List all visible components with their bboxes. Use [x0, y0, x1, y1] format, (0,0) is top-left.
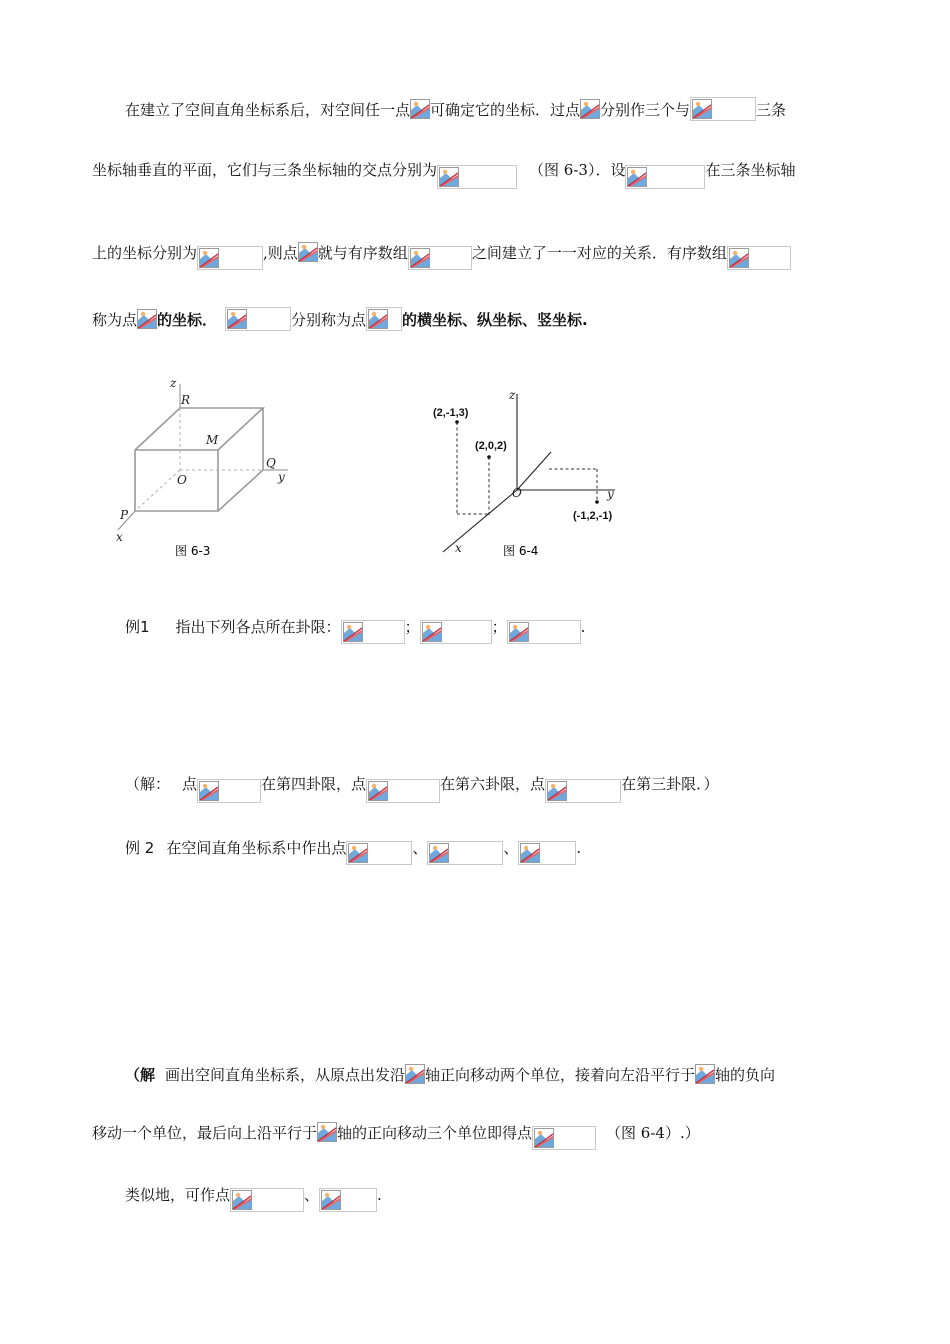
formula-image-icon	[429, 843, 449, 863]
text: 分别称为点	[291, 311, 367, 329]
label-Q: Q	[266, 456, 276, 470]
formula-placeholder	[518, 841, 576, 865]
formula-image-icon	[422, 622, 442, 642]
figure-6-4	[425, 380, 645, 565]
formula-placeholder	[366, 307, 402, 331]
formula-placeholder	[427, 841, 503, 865]
formula-image-icon	[232, 1190, 252, 1210]
formula-image-icon	[695, 1064, 715, 1084]
text: 移动一个单位，最后向上沿平行于	[92, 1124, 318, 1142]
text: 分别作三个与	[600, 101, 691, 119]
text: 在第三卦限．）	[621, 775, 719, 793]
formula-image-icon	[520, 843, 540, 863]
text: 就与有序数组	[317, 244, 408, 262]
formula-placeholder	[625, 165, 705, 189]
formula-placeholder	[319, 1188, 377, 1212]
para1-line1	[125, 97, 786, 123]
text: 坐标轴垂直的平面，它们与三条坐标轴的交点分别为	[92, 161, 438, 179]
text: 称为点	[92, 311, 138, 329]
formula-image-icon	[343, 622, 363, 642]
formula-image-icon	[137, 309, 157, 329]
example1-line	[125, 614, 585, 644]
separator: 、	[503, 839, 519, 857]
text: .	[580, 618, 586, 636]
solution2-line1	[125, 1062, 775, 1088]
text: 的坐标．	[157, 311, 218, 329]
axis-label-y: y	[607, 487, 614, 501]
label-R: R	[181, 393, 191, 407]
formula-placeholder	[341, 620, 405, 644]
text: 可确定它的坐标．过点	[430, 101, 581, 119]
formula-placeholder	[690, 97, 756, 121]
formula-placeholder	[532, 1126, 596, 1150]
solution2-line3	[125, 1182, 382, 1212]
separator: 、	[304, 1186, 320, 1204]
text: 之间建立了一一对应的关系．有序数组	[471, 244, 727, 262]
formula-placeholder	[545, 779, 621, 803]
formula-image-icon	[509, 622, 529, 642]
formula-image-icon	[410, 99, 430, 119]
separator: 、	[412, 839, 428, 857]
text: 三条	[756, 101, 787, 119]
label-O: O	[512, 486, 522, 500]
axis-label-x: x	[455, 541, 462, 555]
solution2-line2	[92, 1120, 700, 1150]
formula-image-icon	[199, 248, 219, 268]
formula-image-icon	[298, 242, 318, 262]
text: 类似地，可作点	[125, 1186, 231, 1204]
point-label: (-1,2,-1)	[573, 510, 613, 522]
example-label: 例 2	[125, 839, 155, 857]
formula-placeholder	[346, 841, 412, 865]
example-label: 例1	[125, 618, 150, 636]
para1-line2	[92, 157, 795, 189]
formula-image-icon	[729, 248, 749, 268]
figure-caption: 图 6-4	[503, 544, 539, 558]
formula-image-icon	[405, 1064, 425, 1084]
formula-image-icon	[439, 167, 459, 187]
para1-line4	[92, 307, 588, 333]
formula-image-icon	[321, 1190, 341, 1210]
text: 上的坐标分别为	[92, 244, 198, 262]
separator: ；	[491, 618, 507, 636]
text: 在空间直角坐标系中作出点	[166, 839, 347, 857]
text: （解	[125, 1066, 156, 1084]
text: 指出下列各点所在卦限：	[175, 618, 341, 636]
text: .	[377, 1186, 382, 1204]
example2-line	[125, 835, 581, 865]
text: ,则点	[263, 244, 298, 262]
text: 的横坐标、纵坐标、竖坐标.	[402, 311, 588, 329]
formula-image-icon	[534, 1128, 554, 1148]
formula-image-icon	[410, 248, 430, 268]
formula-placeholder	[230, 1188, 304, 1212]
label-O: O	[177, 473, 187, 487]
formula-image-icon	[627, 167, 647, 187]
formula-placeholder	[197, 779, 261, 803]
formula-placeholder	[225, 307, 291, 331]
formula-placeholder	[420, 620, 492, 644]
formula-image-icon	[580, 99, 600, 119]
text: 在三条坐标轴	[705, 161, 796, 179]
formula-image-icon	[547, 781, 567, 801]
formula-image-icon	[368, 309, 388, 329]
formula-placeholder	[366, 779, 440, 803]
text: 轴的负向	[715, 1066, 776, 1084]
label-M: M	[206, 433, 219, 447]
formula-placeholder	[408, 246, 472, 270]
axis-label-z: z	[170, 376, 177, 390]
text: 在第四卦限，点	[261, 775, 367, 793]
formula-image-icon	[692, 99, 712, 119]
text: （解：	[125, 775, 171, 793]
formula-placeholder	[437, 165, 517, 189]
para1-line3	[92, 240, 791, 270]
text: 轴的正向移动三个单位即得点	[337, 1124, 533, 1142]
separator: ；	[404, 618, 420, 636]
formula-image-icon	[227, 309, 247, 329]
label-P: P	[120, 508, 129, 522]
figure-caption: 图 6-3	[175, 544, 211, 558]
formula-image-icon	[317, 1122, 337, 1142]
point-label: (2,-1,3)	[433, 407, 469, 419]
formula-placeholder	[197, 246, 263, 270]
formula-image-icon	[199, 781, 219, 801]
axis-label-y: y	[278, 470, 285, 484]
formula-image-icon	[368, 781, 388, 801]
text: 画出空间直角坐标系，从原点出发沿	[165, 1066, 406, 1084]
figure-6-3	[110, 370, 300, 585]
formula-placeholder	[727, 246, 791, 270]
text: 在第六卦限，点	[440, 775, 546, 793]
text: 在建立了空间直角坐标系后，对空间任一点	[125, 101, 411, 119]
formula-image-icon	[348, 843, 368, 863]
formula-placeholder	[507, 620, 581, 644]
text: 点	[182, 775, 198, 793]
solution1-line	[125, 771, 719, 803]
axis-label-z: z	[509, 388, 516, 402]
point-label: (2,0,2)	[475, 440, 507, 452]
text: 轴正向移动两个单位，接着向左沿平行于	[425, 1066, 696, 1084]
axis-label-x: x	[116, 530, 123, 544]
text: .	[576, 839, 582, 857]
text: （图 6-4）.）	[606, 1124, 700, 1142]
text: （图 6-3）．设	[529, 161, 626, 179]
